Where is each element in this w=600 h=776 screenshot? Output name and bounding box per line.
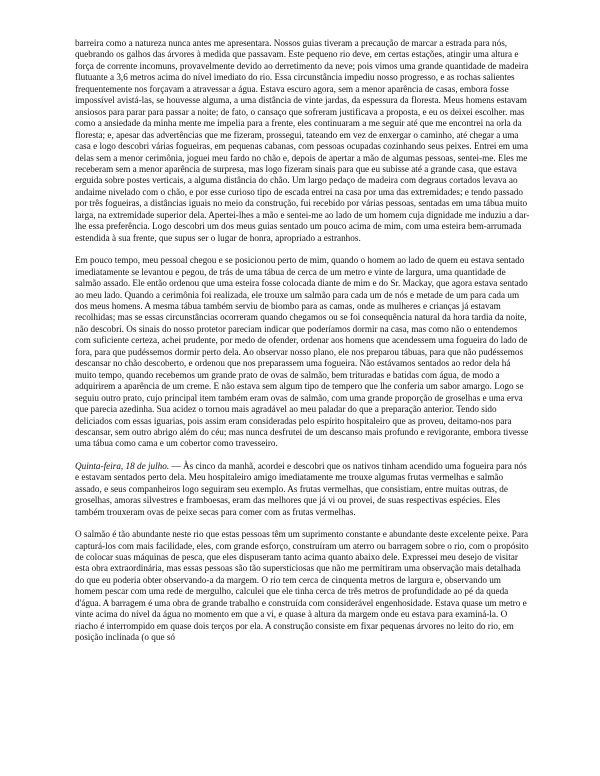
paragraph-2: Em pouco tempo, meu pessoal chegou e se posicionou perto de mim, quando o homem ao lado de quem eu estava sentado imediatamente se levantou e pegou, de trás de uma tábua de cerca de um metro e vinte de largura, uma quantidade de salmão assado. Ele então ordenou que uma esteira fosse colocada diante de mim e do Sr. Mackay, que agora estava sentado ao meu lado. Quando a cerimônia foi realizada, ele trouxe um salmão para cada um de nós e metade de um para cada um dos meus homens. A mesma tábua também serviu de biombo para as camas, onde as mulheres e crianças já estavam recolhidas; mas se essas circunstâncias ocorreram quando chegamos ou se foi consequência natural da hora tardia da noite, não descobri. Os sinais do nosso protetor pareciam indicar que poderíamos dormir na casa, mas como não o entendemos com suficiente certeza, achei prudente, por medo de ofender, ordenar aos homens que acendessem uma fogueira do lado de fora, para que pudéssemos dormir perto dela. Ao observar nosso plano, ele nos preparou tábuas, para que não pudéssemos descansar no chão descoberto, e ordenou que nos preparassem uma fogueira. Não estávamos sentados ao redor dela há muito tempo, quando recebemos um grande prato de ovas de salmão, bem trituradas e batidas com água, de modo a adquirirem a aparência de um creme. E não estava sem algum tipo de tempero que lhe conferia um sabor amargo. Logo se seguiu outro prato, cujo principal item também eram ovas de salmão, com uma grande proporção de groselhas e uma erva que parecia azedinha. Sua acidez o tornou mais agradável ao meu paladar do que a preparação anterior. Tendo sido deliciados com essas iguarias, pois assim eram consideradas pelo espírito hospitaleiro que as proveu, deitamo-nos para descansar, sem outro abrigo além do céu; mas nunca desfrutei de um descanso mais profundo e revigorante, embora tivesse uma tábua como cama e um cobertor como travesseiro. <box>75 255 529 449</box>
journal-date: Quinta-feira, 18 de julho. <box>75 460 170 471</box>
paragraph-3-text: — Às cinco da manhã, acordei e descobri que os nativos tinham acendido uma fogueira para nós e estavam sentados perto dela. Meu hospitaleiro amigo imediatamente me trouxe algumas frutas vermelhas e salmão assado, e seus companheiros logo seguiram seu exemplo. As frutas vermelhas, que consistiam, entre muitas outras, de groselhas, amoras silvestres e framboesas, eram das melhores que já vi ou provei, de suas respectivas espécies. Eles também trouxeram ovas de peixe secas para comer com as frutas vermelhas. <box>75 460 527 517</box>
paragraph-4: O salmão é tão abundante neste rio que estas pessoas têm um suprimento constante e abundante deste excelente peixe. Para capturá-los com mais facilidade, eles, com grande esforço, construíram um aterro ou barragem sobre o rio, com o propósito de colocar suas máquinas de pesca, que eles dispuseram tanto acima quanto abaixo dele. Expressei meu desejo de visitar esta obra extraordinária, mas essas pessoas são tão supersticiosas que não me permitiram uma observação mais detalhada do que eu poderia obter observando-a da margem. O rio tem cerca de cinquenta metros de largura e, observando um homem pescar com uma rede de mergulho, calculei que ele tinha cerca de três metros de profundidade ao pé da queda d'água. A barragem é uma obra de grande trabalho e construída com considerável engenhosidade. Estava quase um metro e vinte acima do nível da água no momento em que a vi, e quase à altura da margem onde eu estava para examiná-la. O riacho é interrompido em quase dois terços por ela. A construção consiste em fixar pequenas árvores no leito do rio, em posição inclinada (o que só <box>75 529 529 643</box>
document-page <box>75 38 530 655</box>
paragraph-1: barreira como a natureza nunca antes me apresentara. Nossos guias tiveram a precaução de marcar a estrada para nós, quebrando os galhos das árvores à medida que passavam. Este pequeno rio deve, em certas estações, atingir uma altura e força de corrente incomuns, provavelmente devido ao derretimento da neve; pois vimos uma grande quantidade de madeira flutuante a 3,6 metros acima do nível imediato do rio. Essa circunstância impediu nosso progresso, e as rochas salientes frequentemente nos forçavam a atravessar a água. Estava escuro agora, sem a menor aparência de casas, embora fosse impossível avistá-las, se houvesse alguma, a uma distância de vinte jardas, da espessura da floresta. Meus homens estavam ansiosos para parar para passar a noite; de fato, o cansaço que sofreram justificava a proposta, e eu os deixei escolher. mas como a ansiedade da minha mente me impelia para a frente, eles continuaram a me seguir até que me encontrei na orla da floresta; e, apesar das advertências que me fizeram, prossegui, tateando em vez de enxergar o caminho, até chegar a uma casa e logo descobri várias fogueiras, em pequenas cabanas, com pessoas ocupadas cozinhando seus peixes. Entrei em uma delas sem a menor cerimônia, joguei meu fardo no chão e, depois de apertar a mão de algumas pessoas, sentei-me. Eles me receberam sem a menor aparência de surpresa, mas logo fizeram sinais para que eu subisse até a grande casa, que estava erguida sobre postes verticais, a alguma distância do chão. Um largo pedaço de madeira com degraus cortados levava ao andaime nivelado com o chão, e por esse curioso tipo de escada entrei na casa por uma das extremidades; e tendo passado por três fogueiras, a distâncias iguais no meio da construção, fui recebido por várias pessoas, sentadas em uma tábua muito larga, na extremidade superior dela. Apertei-lhes a mão e sentei-me ao lado de um homem cuja dignidade me induziu a dar-lhe essa preferência. Logo descobri um dos meus guias sentado um pouco acima de mim, com uma esteira bem-arrumada estendida à sua frente, que supus ser o lugar de honra, apropriado a estranhos. <box>75 38 530 243</box>
paragraph-3 <box>75 461 530 518</box>
